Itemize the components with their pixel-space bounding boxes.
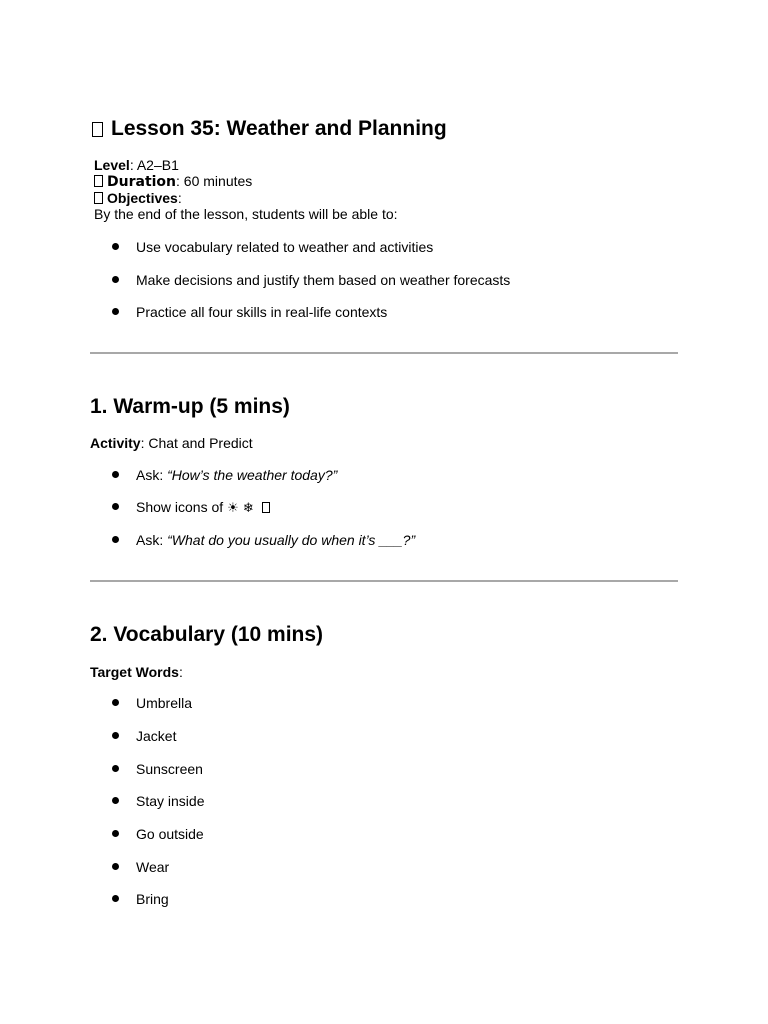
bullet-icon xyxy=(112,732,119,739)
level-value: : A2–B1 xyxy=(129,157,179,173)
target-words-label: Target Words xyxy=(90,664,179,680)
show-icons-text: Show icons of xyxy=(136,499,224,515)
ask-prefix: Ask: xyxy=(136,532,168,548)
level-line xyxy=(94,157,179,173)
bullet-icon xyxy=(112,797,119,804)
ask-quote: “What do you usually do when it’s ___?” xyxy=(167,532,416,548)
objectives-label: Objectives xyxy=(107,190,178,206)
objectives-intro: By the end of the lesson, students will be able to: xyxy=(94,206,398,222)
list-item-text: Umbrella xyxy=(136,695,193,711)
duration-label: Duration xyxy=(107,174,177,190)
warmup-heading: 1. Warm-up (5 mins) xyxy=(90,395,290,418)
lesson-title xyxy=(92,117,447,141)
target-words-line xyxy=(90,664,183,680)
bullet-icon xyxy=(112,308,119,315)
bullet-icon xyxy=(112,765,119,772)
missing-glyph-icon xyxy=(94,192,103,204)
warmup-activity xyxy=(90,435,253,451)
list-item-text: Make decisions and justify them based on weather forecasts xyxy=(136,272,511,288)
level-label: Level xyxy=(94,157,130,173)
duration-value: : 60 minutes xyxy=(176,173,253,189)
target-words-suffix: : xyxy=(178,664,183,680)
missing-glyph-icon xyxy=(94,175,103,187)
list-item-text: Wear xyxy=(136,859,170,875)
bullet-icon xyxy=(112,243,119,250)
bullet-icon xyxy=(112,276,119,283)
duration-line xyxy=(94,173,252,190)
missing-glyph-icon xyxy=(92,122,103,137)
list-item-text xyxy=(136,499,270,517)
list-item-text: Use vocabulary related to weather and activities xyxy=(136,239,434,255)
bullet-icon xyxy=(112,503,119,510)
section-divider xyxy=(90,580,678,582)
snowflake-icon: ❄ xyxy=(242,501,254,516)
bullet-icon xyxy=(112,699,119,706)
bullet-icon xyxy=(112,863,119,870)
list-item-text: Jacket xyxy=(136,728,177,744)
section-divider xyxy=(90,352,678,354)
list-item-text xyxy=(136,467,337,483)
vocabulary-heading: 2. Vocabulary (10 mins) xyxy=(90,623,324,646)
lesson-title-text: Lesson 35: Weather and Planning xyxy=(111,117,447,140)
list-item-text: Go outside xyxy=(136,826,204,842)
bullet-icon xyxy=(112,536,119,543)
ask-quote: “How’s the weather today?” xyxy=(167,467,338,483)
sun-icon: ☀ xyxy=(227,501,239,516)
list-item-text: Stay inside xyxy=(136,793,205,809)
activity-label: Activity xyxy=(90,435,141,451)
list-item-text: Sunscreen xyxy=(136,761,203,777)
objectives-suffix: : xyxy=(177,190,182,206)
list-item-text: Bring xyxy=(136,891,169,907)
objectives-line xyxy=(94,190,182,206)
missing-glyph-icon xyxy=(262,502,270,513)
ask-prefix: Ask: xyxy=(136,467,168,483)
bullet-icon xyxy=(112,830,119,837)
list-item-text: Practice all four skills in real-life contexts xyxy=(136,304,388,320)
bullet-icon xyxy=(112,471,119,478)
list-item-text xyxy=(136,532,415,548)
activity-value: : Chat and Predict xyxy=(140,435,253,451)
bullet-icon xyxy=(112,895,119,902)
